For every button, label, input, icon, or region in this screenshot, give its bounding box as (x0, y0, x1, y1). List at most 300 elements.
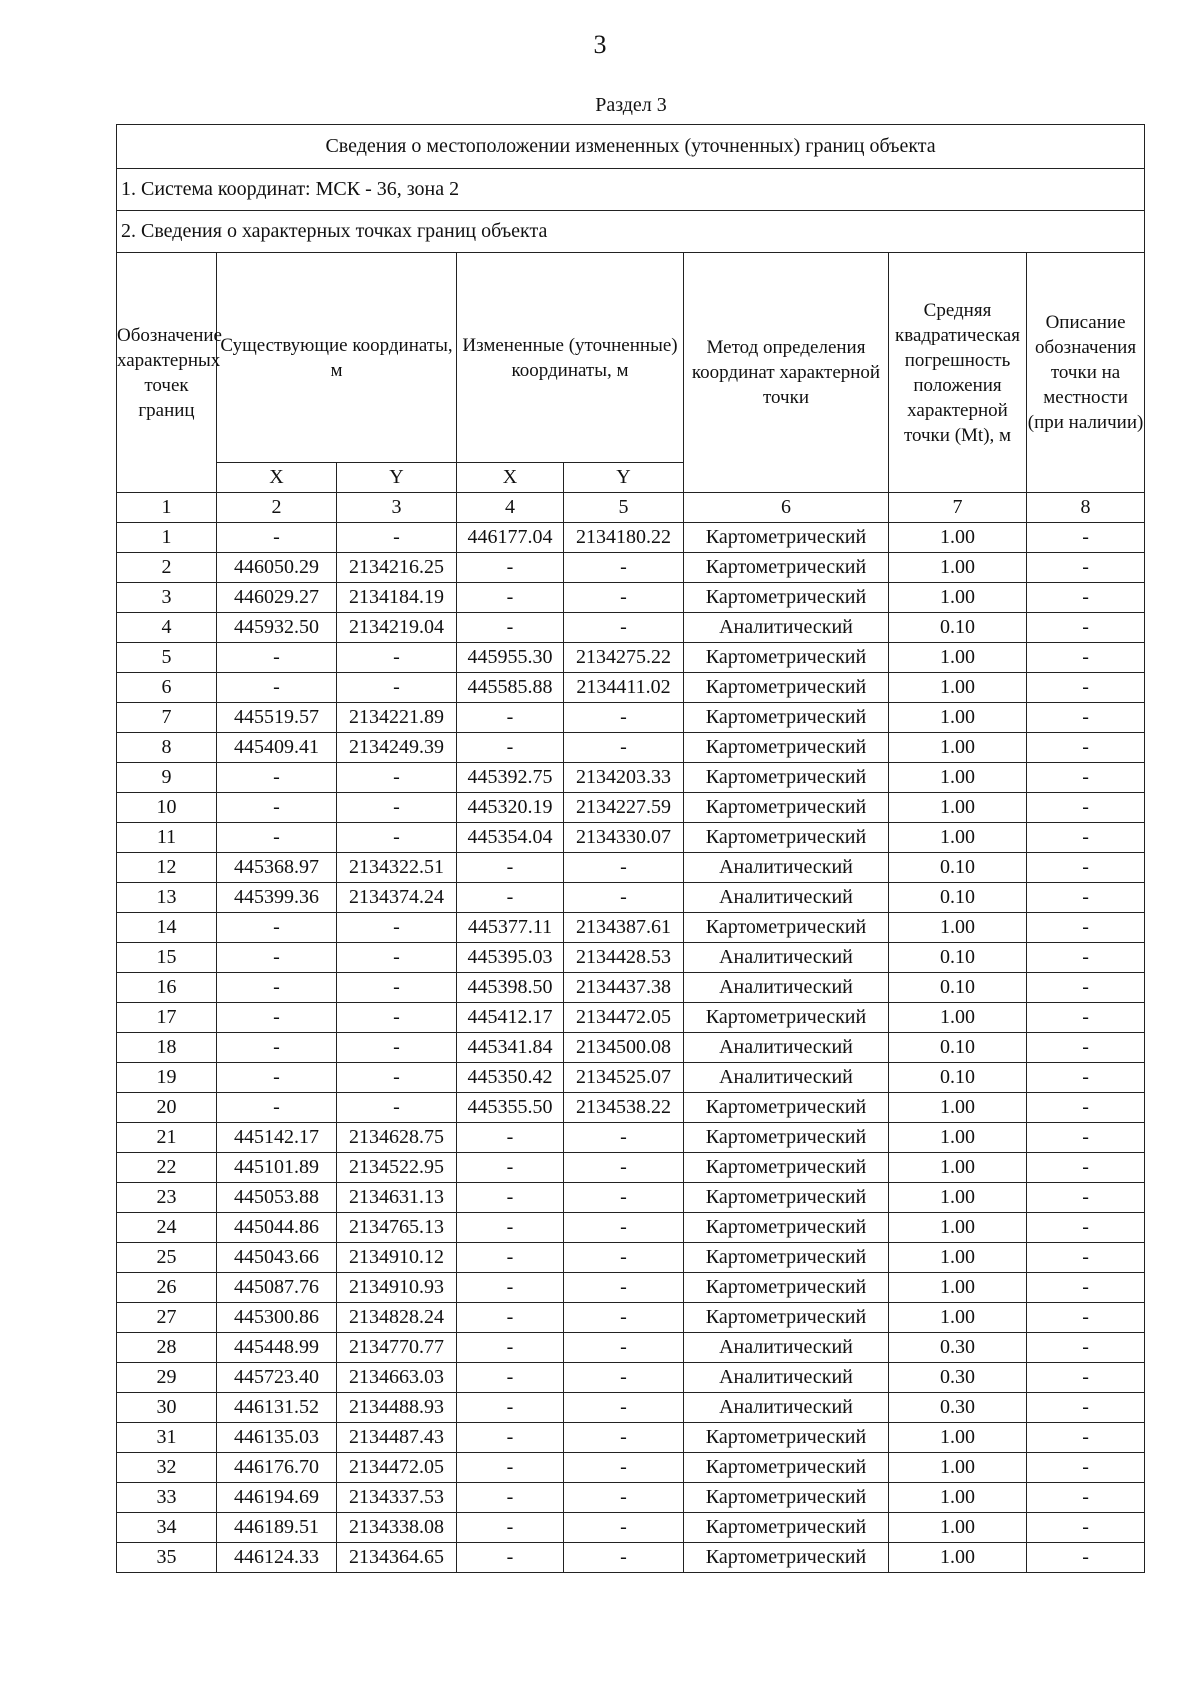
error-cell: 1.00 (889, 1543, 1027, 1573)
point-id-cell: 35 (117, 1543, 217, 1573)
error-cell: 1.00 (889, 1003, 1027, 1033)
header-error: Средняя квадратическая погрешность положения характерной точки (Mt), м (889, 253, 1027, 493)
point-id-cell: 28 (117, 1333, 217, 1363)
method-cell: Аналитический (684, 1333, 889, 1363)
changed-y-cell: 2134500.08 (564, 1033, 684, 1063)
existing-y-cell: 2134770.77 (337, 1333, 457, 1363)
changed-x-cell: - (457, 883, 564, 913)
existing-x-cell: 445399.36 (217, 883, 337, 913)
description-cell: - (1027, 793, 1145, 823)
table-row (117, 583, 1145, 613)
table-row (117, 1063, 1145, 1093)
table-row (117, 793, 1145, 823)
existing-x-cell: 445044.86 (217, 1213, 337, 1243)
points-heading: 2. Сведения о характерных точках границ объекта (117, 211, 1145, 253)
table-row (117, 1123, 1145, 1153)
point-id-cell: 2 (117, 553, 217, 583)
existing-x-cell: 445723.40 (217, 1363, 337, 1393)
table-body (117, 523, 1145, 1573)
changed-y-cell: - (564, 1123, 684, 1153)
error-cell: 1.00 (889, 1243, 1027, 1273)
description-cell: - (1027, 1333, 1145, 1363)
description-cell: - (1027, 1453, 1145, 1483)
header-existing-y: Y (337, 463, 457, 493)
existing-y-cell: - (337, 523, 457, 553)
existing-y-cell: 2134522.95 (337, 1153, 457, 1183)
existing-y-cell: - (337, 763, 457, 793)
table-title: Сведения о местоположении измененных (уточненных) границ объекта (117, 125, 1145, 169)
table-row (117, 1303, 1145, 1333)
existing-x-cell: - (217, 793, 337, 823)
changed-y-cell: - (564, 1423, 684, 1453)
error-cell: 1.00 (889, 703, 1027, 733)
existing-y-cell: 2134631.13 (337, 1183, 457, 1213)
error-cell: 0.10 (889, 853, 1027, 883)
existing-y-cell: 2134184.19 (337, 583, 457, 613)
changed-y-cell: - (564, 1513, 684, 1543)
method-cell: Картометрический (684, 763, 889, 793)
changed-y-cell: - (564, 883, 684, 913)
description-cell: - (1027, 1123, 1145, 1153)
changed-x-cell: 445585.88 (457, 673, 564, 703)
method-cell: Картометрический (684, 1483, 889, 1513)
description-cell: - (1027, 1243, 1145, 1273)
changed-y-cell: - (564, 1483, 684, 1513)
changed-y-cell: - (564, 733, 684, 763)
point-id-cell: 11 (117, 823, 217, 853)
existing-y-cell: 2134249.39 (337, 733, 457, 763)
method-cell: Аналитический (684, 883, 889, 913)
description-cell: - (1027, 1153, 1145, 1183)
changed-y-cell: 2134387.61 (564, 913, 684, 943)
existing-x-cell: - (217, 1033, 337, 1063)
method-cell: Картометрический (684, 913, 889, 943)
existing-y-cell: 2134488.93 (337, 1393, 457, 1423)
method-cell: Картометрический (684, 1243, 889, 1273)
changed-y-cell: - (564, 553, 684, 583)
point-id-cell: 22 (117, 1153, 217, 1183)
error-cell: 0.10 (889, 1033, 1027, 1063)
changed-x-cell: 445350.42 (457, 1063, 564, 1093)
existing-y-cell: 2134322.51 (337, 853, 457, 883)
header-description: Описание обозначения точки на местности (при наличии) (1027, 253, 1145, 493)
error-cell: 1.00 (889, 1123, 1027, 1153)
table-row (117, 1483, 1145, 1513)
method-cell: Картометрический (684, 523, 889, 553)
table-row (117, 883, 1145, 913)
method-cell: Аналитический (684, 1033, 889, 1063)
header-designation: Обозначение характерных точек границ (117, 253, 217, 493)
existing-y-cell: 2134374.24 (337, 883, 457, 913)
table-row (117, 1213, 1145, 1243)
existing-x-cell: 446176.70 (217, 1453, 337, 1483)
description-cell: - (1027, 853, 1145, 883)
point-id-cell: 6 (117, 673, 217, 703)
point-id-cell: 30 (117, 1393, 217, 1423)
table-row (117, 1273, 1145, 1303)
method-cell: Картометрический (684, 1093, 889, 1123)
description-cell: - (1027, 1093, 1145, 1123)
method-cell: Картометрический (684, 643, 889, 673)
changed-x-cell: 445377.11 (457, 913, 564, 943)
column-number: 6 (684, 493, 889, 523)
changed-x-cell: - (457, 1123, 564, 1153)
method-cell: Картометрический (684, 1183, 889, 1213)
description-cell: - (1027, 1183, 1145, 1213)
changed-x-cell: - (457, 1303, 564, 1333)
existing-x-cell: - (217, 1003, 337, 1033)
error-cell: 1.00 (889, 553, 1027, 583)
point-id-cell: 10 (117, 793, 217, 823)
column-number: 2 (217, 493, 337, 523)
changed-x-cell: - (457, 1453, 564, 1483)
error-cell: 1.00 (889, 523, 1027, 553)
changed-y-cell: 2134538.22 (564, 1093, 684, 1123)
table-row (117, 643, 1145, 673)
existing-x-cell: - (217, 1063, 337, 1093)
changed-y-cell: 2134525.07 (564, 1063, 684, 1093)
method-cell: Картометрический (684, 823, 889, 853)
table-row (117, 1423, 1145, 1453)
table-row (117, 1003, 1145, 1033)
table-row (117, 973, 1145, 1003)
existing-x-cell: 445053.88 (217, 1183, 337, 1213)
table-row (117, 1153, 1145, 1183)
table-row (117, 1453, 1145, 1483)
description-cell: - (1027, 1513, 1145, 1543)
existing-x-cell: 445519.57 (217, 703, 337, 733)
changed-x-cell: 445355.50 (457, 1093, 564, 1123)
error-cell: 1.00 (889, 793, 1027, 823)
description-cell: - (1027, 913, 1145, 943)
changed-y-cell: 2134203.33 (564, 763, 684, 793)
changed-x-cell: - (457, 1423, 564, 1453)
point-id-cell: 34 (117, 1513, 217, 1543)
error-cell: 1.00 (889, 1453, 1027, 1483)
description-cell: - (1027, 673, 1145, 703)
table-row (117, 523, 1145, 553)
changed-x-cell: - (457, 733, 564, 763)
method-cell: Картометрический (684, 583, 889, 613)
error-cell: 1.00 (889, 1423, 1027, 1453)
changed-y-cell: - (564, 1543, 684, 1573)
existing-y-cell: 2134337.53 (337, 1483, 457, 1513)
existing-y-cell: - (337, 643, 457, 673)
column-number: 4 (457, 493, 564, 523)
existing-y-cell: 2134487.43 (337, 1423, 457, 1453)
existing-y-cell: 2134472.05 (337, 1453, 457, 1483)
method-cell: Картометрический (684, 1003, 889, 1033)
existing-y-cell: - (337, 1063, 457, 1093)
changed-y-cell: - (564, 1363, 684, 1393)
description-cell: - (1027, 523, 1145, 553)
existing-y-cell: - (337, 673, 457, 703)
method-cell: Аналитический (684, 1063, 889, 1093)
changed-x-cell: - (457, 853, 564, 883)
changed-y-cell: - (564, 583, 684, 613)
method-cell: Картометрический (684, 1123, 889, 1153)
description-cell: - (1027, 823, 1145, 853)
existing-y-cell: - (337, 1033, 457, 1063)
description-cell: - (1027, 1303, 1145, 1333)
changed-y-cell: - (564, 1273, 684, 1303)
header-existing-coords: Существующие координаты, м (217, 253, 457, 463)
table-row (117, 853, 1145, 883)
description-cell: - (1027, 883, 1145, 913)
changed-x-cell: - (457, 1513, 564, 1543)
existing-y-cell: - (337, 1003, 457, 1033)
description-cell: - (1027, 643, 1145, 673)
point-id-cell: 7 (117, 703, 217, 733)
table-row (117, 1333, 1145, 1363)
changed-y-cell: 2134275.22 (564, 643, 684, 673)
changed-x-cell: - (457, 1363, 564, 1393)
method-cell: Аналитический (684, 613, 889, 643)
changed-x-cell: - (457, 583, 564, 613)
point-id-cell: 21 (117, 1123, 217, 1153)
changed-y-cell: - (564, 1243, 684, 1273)
existing-y-cell: - (337, 793, 457, 823)
error-cell: 0.10 (889, 943, 1027, 973)
description-cell: - (1027, 973, 1145, 1003)
point-id-cell: 1 (117, 523, 217, 553)
error-cell: 1.00 (889, 1513, 1027, 1543)
error-cell: 1.00 (889, 673, 1027, 703)
existing-x-cell: 445448.99 (217, 1333, 337, 1363)
table-row (117, 913, 1145, 943)
method-cell: Картометрический (684, 673, 889, 703)
table-row (117, 673, 1145, 703)
table-row (117, 1093, 1145, 1123)
method-cell: Аналитический (684, 943, 889, 973)
method-cell: Картометрический (684, 1273, 889, 1303)
header-method: Метод определения координат характерной точки (684, 253, 889, 493)
method-cell: Аналитический (684, 1363, 889, 1393)
changed-x-cell: 445392.75 (457, 763, 564, 793)
changed-x-cell: 445398.50 (457, 973, 564, 1003)
changed-x-cell: - (457, 703, 564, 733)
existing-x-cell: - (217, 523, 337, 553)
point-id-cell: 4 (117, 613, 217, 643)
point-id-cell: 26 (117, 1273, 217, 1303)
existing-y-cell: 2134765.13 (337, 1213, 457, 1243)
changed-y-cell: - (564, 1393, 684, 1423)
column-number-row (117, 493, 1145, 523)
existing-x-cell: - (217, 913, 337, 943)
existing-x-cell: 446135.03 (217, 1423, 337, 1453)
changed-x-cell: - (457, 1243, 564, 1273)
section-title: Раздел 3 (595, 94, 667, 116)
existing-x-cell: 446194.69 (217, 1483, 337, 1513)
coordinate-system: 1. Система координат: МСК - 36, зона 2 (117, 169, 1145, 211)
point-id-cell: 19 (117, 1063, 217, 1093)
existing-x-cell: - (217, 673, 337, 703)
header-changed-y: Y (564, 463, 684, 493)
boundary-points-table (116, 124, 1145, 1573)
existing-x-cell: 445300.86 (217, 1303, 337, 1333)
method-cell: Картометрический (684, 733, 889, 763)
error-cell: 1.00 (889, 913, 1027, 943)
method-cell: Картометрический (684, 1513, 889, 1543)
method-cell: Картометрический (684, 1423, 889, 1453)
table-row (117, 1243, 1145, 1273)
point-id-cell: 17 (117, 1003, 217, 1033)
point-id-cell: 33 (117, 1483, 217, 1513)
table-row (117, 1363, 1145, 1393)
changed-y-cell: - (564, 1453, 684, 1483)
existing-x-cell: 446050.29 (217, 553, 337, 583)
point-id-cell: 13 (117, 883, 217, 913)
error-cell: 1.00 (889, 1273, 1027, 1303)
changed-y-cell: 2134428.53 (564, 943, 684, 973)
table-row (117, 1543, 1145, 1573)
existing-y-cell: 2134663.03 (337, 1363, 457, 1393)
table-row (117, 763, 1145, 793)
existing-y-cell: 2134216.25 (337, 553, 457, 583)
table-row (117, 613, 1145, 643)
description-cell: - (1027, 613, 1145, 643)
changed-x-cell: - (457, 1183, 564, 1213)
column-number: 1 (117, 493, 217, 523)
method-cell: Аналитический (684, 973, 889, 1003)
point-id-cell: 14 (117, 913, 217, 943)
column-number: 5 (564, 493, 684, 523)
error-cell: 0.10 (889, 973, 1027, 1003)
existing-x-cell: 445142.17 (217, 1123, 337, 1153)
changed-y-cell: - (564, 703, 684, 733)
error-cell: 1.00 (889, 823, 1027, 853)
error-cell: 0.10 (889, 883, 1027, 913)
changed-x-cell: 445395.03 (457, 943, 564, 973)
changed-x-cell: 445320.19 (457, 793, 564, 823)
table-row (117, 1183, 1145, 1213)
table-row (117, 943, 1145, 973)
changed-x-cell: 445412.17 (457, 1003, 564, 1033)
point-id-cell: 24 (117, 1213, 217, 1243)
method-cell: Картометрический (684, 1453, 889, 1483)
method-cell: Картометрический (684, 1213, 889, 1243)
point-id-cell: 8 (117, 733, 217, 763)
column-number: 3 (337, 493, 457, 523)
description-cell: - (1027, 1063, 1145, 1093)
column-number: 8 (1027, 493, 1145, 523)
changed-y-cell: - (564, 613, 684, 643)
description-cell: - (1027, 1213, 1145, 1243)
point-id-cell: 16 (117, 973, 217, 1003)
point-id-cell: 20 (117, 1093, 217, 1123)
description-cell: - (1027, 1393, 1145, 1423)
changed-x-cell: - (457, 1273, 564, 1303)
page-number: 3 (593, 30, 607, 59)
existing-x-cell: 446029.27 (217, 583, 337, 613)
error-cell: 0.30 (889, 1363, 1027, 1393)
point-id-cell: 31 (117, 1423, 217, 1453)
existing-y-cell: - (337, 973, 457, 1003)
point-id-cell: 3 (117, 583, 217, 613)
existing-y-cell: 2134628.75 (337, 1123, 457, 1153)
point-id-cell: 9 (117, 763, 217, 793)
existing-x-cell: - (217, 643, 337, 673)
header-changed-x: X (457, 463, 564, 493)
changed-x-cell: - (457, 1543, 564, 1573)
existing-y-cell: 2134338.08 (337, 1513, 457, 1543)
changed-y-cell: - (564, 1333, 684, 1363)
existing-y-cell: 2134221.89 (337, 703, 457, 733)
existing-y-cell: 2134219.04 (337, 613, 457, 643)
point-id-cell: 27 (117, 1303, 217, 1333)
point-id-cell: 32 (117, 1453, 217, 1483)
changed-y-cell: 2134180.22 (564, 523, 684, 553)
existing-x-cell: 446124.33 (217, 1543, 337, 1573)
error-cell: 0.10 (889, 1063, 1027, 1093)
changed-x-cell: 446177.04 (457, 523, 564, 553)
changed-y-cell: - (564, 1183, 684, 1213)
table-row (117, 733, 1145, 763)
error-cell: 1.00 (889, 1483, 1027, 1513)
point-id-cell: 29 (117, 1363, 217, 1393)
existing-x-cell: 445043.66 (217, 1243, 337, 1273)
error-cell: 1.00 (889, 1183, 1027, 1213)
changed-x-cell: - (457, 1213, 564, 1243)
table-row (117, 1513, 1145, 1543)
existing-x-cell: 445409.41 (217, 733, 337, 763)
description-cell: - (1027, 1363, 1145, 1393)
column-number: 7 (889, 493, 1027, 523)
table-row (117, 553, 1145, 583)
existing-x-cell: 446189.51 (217, 1513, 337, 1543)
changed-y-cell: - (564, 1153, 684, 1183)
error-cell: 1.00 (889, 1303, 1027, 1333)
changed-x-cell: - (457, 1333, 564, 1363)
description-cell: - (1027, 1033, 1145, 1063)
description-cell: - (1027, 1543, 1145, 1573)
error-cell: 1.00 (889, 1213, 1027, 1243)
description-cell: - (1027, 1273, 1145, 1303)
point-id-cell: 15 (117, 943, 217, 973)
existing-x-cell: 446131.52 (217, 1393, 337, 1423)
changed-x-cell: - (457, 553, 564, 583)
existing-y-cell: - (337, 943, 457, 973)
description-cell: - (1027, 763, 1145, 793)
existing-x-cell: 445087.76 (217, 1273, 337, 1303)
description-cell: - (1027, 733, 1145, 763)
header-existing-x: X (217, 463, 337, 493)
method-cell: Картометрический (684, 1543, 889, 1573)
changed-x-cell: 445341.84 (457, 1033, 564, 1063)
existing-y-cell: 2134828.24 (337, 1303, 457, 1333)
changed-y-cell: - (564, 853, 684, 883)
existing-x-cell: 445101.89 (217, 1153, 337, 1183)
error-cell: 1.00 (889, 583, 1027, 613)
changed-y-cell: - (564, 1303, 684, 1333)
changed-y-cell: 2134227.59 (564, 793, 684, 823)
changed-y-cell: 2134330.07 (564, 823, 684, 853)
method-cell: Аналитический (684, 853, 889, 883)
description-cell: - (1027, 1003, 1145, 1033)
point-id-cell: 25 (117, 1243, 217, 1273)
changed-y-cell: 2134472.05 (564, 1003, 684, 1033)
existing-y-cell: - (337, 1093, 457, 1123)
changed-x-cell: 445354.04 (457, 823, 564, 853)
table-row (117, 823, 1145, 853)
error-cell: 0.10 (889, 613, 1027, 643)
existing-x-cell: 445368.97 (217, 853, 337, 883)
method-cell: Аналитический (684, 1393, 889, 1423)
description-cell: - (1027, 583, 1145, 613)
method-cell: Картометрический (684, 553, 889, 583)
description-cell: - (1027, 1483, 1145, 1513)
existing-x-cell: - (217, 1093, 337, 1123)
